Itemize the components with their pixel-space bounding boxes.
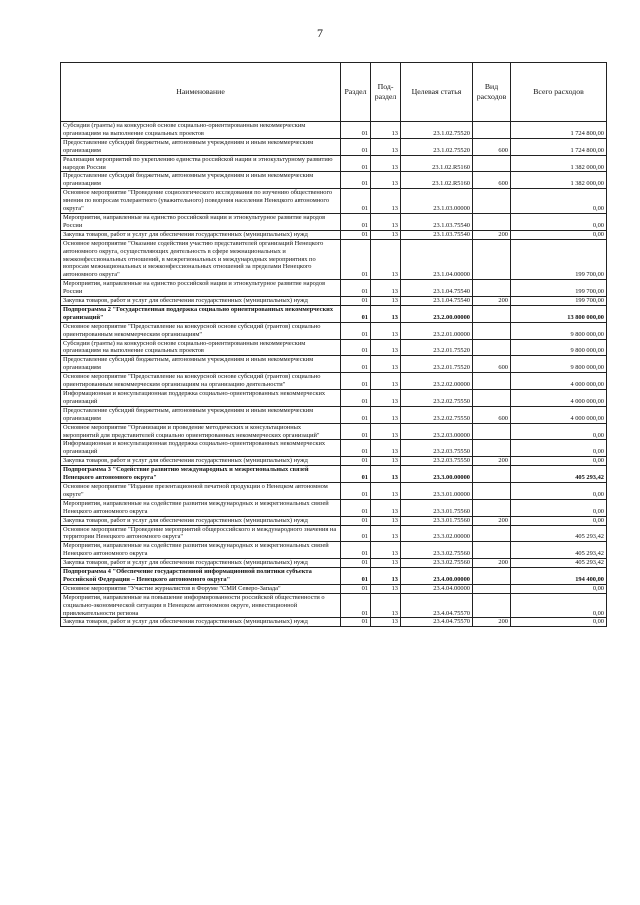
cell-name: Основное мероприятие "Организация и проведение методических и консультационных мероприятий для представителей социально ориентированных некоммерческих организаций" bbox=[61, 423, 341, 440]
cell-vid: 600 bbox=[473, 172, 511, 189]
cell-sum: 405 293,42 bbox=[511, 466, 607, 483]
cell-vid bbox=[473, 499, 511, 516]
table-row bbox=[61, 122, 607, 139]
table-row bbox=[61, 593, 607, 618]
cell-razdel: 01 bbox=[341, 584, 371, 593]
cell-sum: 9 800 000,00 bbox=[511, 322, 607, 339]
cell-name: Мероприятия, направленные на содействие развития международных и межрегиональных связей Ненецкого автономного округа bbox=[61, 499, 341, 516]
table-row bbox=[61, 339, 607, 356]
cell-celevaya: 23.4.04.75570 bbox=[401, 593, 473, 618]
table-row bbox=[61, 373, 607, 390]
cell-name: Основное мероприятие "Предоставление на конкурсной основе субсидий (грантов) социально ориентированным некоммерческим организациям на организацию деятельности" bbox=[61, 373, 341, 390]
cell-sum: 4 000 000,00 bbox=[511, 406, 607, 423]
cell-sum: 199 700,00 bbox=[511, 239, 607, 280]
cell-podrazdel: 13 bbox=[371, 390, 401, 407]
table-row bbox=[61, 239, 607, 280]
table-header-row bbox=[61, 63, 607, 122]
cell-vid bbox=[473, 482, 511, 499]
cell-razdel: 01 bbox=[341, 189, 371, 214]
cell-name: Реализация мероприятий по укреплению единства российской нации и этнокультурному развитию народов России bbox=[61, 155, 341, 172]
cell-name: Предоставление субсидий бюджетным, автономным учреждениям и иным некоммерческим организациям bbox=[61, 172, 341, 189]
cell-celevaya: 23.4.04.75570 bbox=[401, 618, 473, 627]
table-row bbox=[61, 457, 607, 466]
cell-name: Информационная и консультационная поддержка социально-ориентированных некоммерческих организаций bbox=[61, 390, 341, 407]
cell-vid bbox=[473, 584, 511, 593]
cell-vid bbox=[473, 322, 511, 339]
cell-sum: 9 800 000,00 bbox=[511, 339, 607, 356]
cell-sum: 0,00 bbox=[511, 457, 607, 466]
table-row bbox=[61, 584, 607, 593]
cell-sum: 194 400,00 bbox=[511, 568, 607, 585]
cell-podrazdel: 13 bbox=[371, 322, 401, 339]
cell-podrazdel: 13 bbox=[371, 440, 401, 457]
cell-podrazdel: 13 bbox=[371, 525, 401, 542]
cell-vid: 200 bbox=[473, 457, 511, 466]
cell-razdel: 01 bbox=[341, 239, 371, 280]
table-row bbox=[61, 499, 607, 516]
column-header-name: Наименование bbox=[61, 63, 341, 122]
cell-podrazdel: 13 bbox=[371, 305, 401, 322]
cell-name: Предоставление субсидий бюджетным, автономным учреждениям и иным некоммерческим организациям bbox=[61, 356, 341, 373]
cell-name: Мероприятия, направленные на единство российской нации и этнокультурное развитие народов России bbox=[61, 280, 341, 297]
cell-vid bbox=[473, 466, 511, 483]
column-header-celevaya: Целевая статья bbox=[401, 63, 473, 122]
table-row bbox=[61, 138, 607, 155]
cell-razdel: 01 bbox=[341, 482, 371, 499]
cell-razdel: 01 bbox=[341, 213, 371, 230]
cell-celevaya: 23.1.03.00000 bbox=[401, 189, 473, 214]
cell-razdel: 01 bbox=[341, 618, 371, 627]
cell-celevaya: 23.1.03.75540 bbox=[401, 230, 473, 239]
cell-sum: 0,00 bbox=[511, 230, 607, 239]
table-row bbox=[61, 542, 607, 559]
table-row bbox=[61, 390, 607, 407]
cell-name: Основное мероприятие "Предоставление на конкурсной основе субсидий (грантов) социально ориентированным некоммерческим организациям" bbox=[61, 322, 341, 339]
cell-podrazdel: 13 bbox=[371, 155, 401, 172]
cell-razdel: 01 bbox=[341, 516, 371, 525]
cell-razdel: 01 bbox=[341, 172, 371, 189]
cell-razdel: 01 bbox=[341, 297, 371, 306]
cell-celevaya: 23.1.02.R5160 bbox=[401, 155, 473, 172]
cell-celevaya: 23.4.04.00000 bbox=[401, 584, 473, 593]
table-row bbox=[61, 618, 607, 627]
cell-razdel: 01 bbox=[341, 466, 371, 483]
table-row bbox=[61, 213, 607, 230]
cell-celevaya: 23.3.00.00000 bbox=[401, 466, 473, 483]
cell-name: Закупка товаров, работ и услуг для обеспечения государственных (муниципальных) нужд bbox=[61, 618, 341, 627]
cell-vid bbox=[473, 122, 511, 139]
cell-razdel: 01 bbox=[341, 230, 371, 239]
cell-celevaya: 23.1.02.75520 bbox=[401, 122, 473, 139]
table-row bbox=[61, 516, 607, 525]
cell-name: Закупка товаров, работ и услуг для обеспечения государственных (муниципальных) нужд bbox=[61, 457, 341, 466]
cell-name: Субсидии (гранты) на конкурсной основе социально-ориентированным некоммерческим организациям на выполнение социальных проектов bbox=[61, 122, 341, 139]
cell-vid: 600 bbox=[473, 356, 511, 373]
cell-vid: 600 bbox=[473, 138, 511, 155]
cell-celevaya: 23.3.01.75560 bbox=[401, 499, 473, 516]
cell-name: Закупка товаров, работ и услуг для обеспечения государственных (муниципальных) нужд bbox=[61, 230, 341, 239]
table-row bbox=[61, 189, 607, 214]
cell-name: Основное мероприятие "Издание презентационной печатной продукции о Ненецком автономном округе" bbox=[61, 482, 341, 499]
cell-sum: 0,00 bbox=[511, 516, 607, 525]
cell-vid bbox=[473, 373, 511, 390]
cell-sum: 0,00 bbox=[511, 189, 607, 214]
cell-celevaya: 23.1.03.75540 bbox=[401, 213, 473, 230]
cell-name: Мероприятия, направленные на содействие развития международных и межрегиональных связей Ненецкого автономного округа bbox=[61, 542, 341, 559]
cell-podrazdel: 13 bbox=[371, 568, 401, 585]
cell-name: Основное мероприятие "Оказание содействия участию представителей организаций Ненецкого автономного округа, осуществляющих деятельность в сфере межнациональных и межконфессиональных отношений, в межрегиональных и международных мероприятиях по вопросам межнациональных и межконфессиональных отношений за пределами Ненецкого автономного округа" bbox=[61, 239, 341, 280]
cell-name: Закупка товаров, работ и услуг для обеспечения государственных (муниципальных) нужд bbox=[61, 559, 341, 568]
cell-celevaya: 23.3.02.00000 bbox=[401, 525, 473, 542]
cell-vid bbox=[473, 423, 511, 440]
cell-sum: 4 000 000,00 bbox=[511, 373, 607, 390]
cell-celevaya: 23.1.04.75540 bbox=[401, 297, 473, 306]
cell-razdel: 01 bbox=[341, 568, 371, 585]
cell-celevaya: 23.3.02.75560 bbox=[401, 542, 473, 559]
cell-sum: 1 724 800,00 bbox=[511, 122, 607, 139]
cell-podrazdel: 13 bbox=[371, 618, 401, 627]
cell-razdel: 01 bbox=[341, 373, 371, 390]
budget-table bbox=[60, 62, 607, 627]
cell-podrazdel: 13 bbox=[371, 230, 401, 239]
cell-sum: 0,00 bbox=[511, 440, 607, 457]
cell-podrazdel: 13 bbox=[371, 122, 401, 139]
cell-vid bbox=[473, 525, 511, 542]
cell-razdel: 01 bbox=[341, 440, 371, 457]
cell-celevaya: 23.2.03.75550 bbox=[401, 440, 473, 457]
cell-podrazdel: 13 bbox=[371, 559, 401, 568]
cell-celevaya: 23.2.01.75520 bbox=[401, 356, 473, 373]
cell-podrazdel: 13 bbox=[371, 457, 401, 466]
cell-razdel: 01 bbox=[341, 138, 371, 155]
cell-name: Подпрограмма 2 "Государственная поддержка социально ориентированных некоммерческих организаций" bbox=[61, 305, 341, 322]
table-row bbox=[61, 155, 607, 172]
cell-sum: 9 800 000,00 bbox=[511, 356, 607, 373]
cell-name: Мероприятия, направленные на повышение информированности российской общественности о социально-экономической ситуации в Ненецком автономном округе, инвестиционной привлекательности региона bbox=[61, 593, 341, 618]
cell-vid bbox=[473, 189, 511, 214]
cell-sum: 199 700,00 bbox=[511, 297, 607, 306]
table-row bbox=[61, 280, 607, 297]
table-row bbox=[61, 230, 607, 239]
cell-vid bbox=[473, 339, 511, 356]
cell-sum: 405 293,42 bbox=[511, 525, 607, 542]
cell-name: Основное мероприятие "Участие журналистов в Форуме "СМИ Северо-Запада" bbox=[61, 584, 341, 593]
cell-razdel: 01 bbox=[341, 122, 371, 139]
cell-vid bbox=[473, 280, 511, 297]
cell-sum: 0,00 bbox=[511, 499, 607, 516]
cell-sum: 0,00 bbox=[511, 423, 607, 440]
cell-celevaya: 23.2.02.75550 bbox=[401, 406, 473, 423]
cell-podrazdel: 13 bbox=[371, 189, 401, 214]
cell-sum: 1 724 800,00 bbox=[511, 138, 607, 155]
table-body bbox=[61, 122, 607, 627]
cell-sum: 4 000 000,00 bbox=[511, 390, 607, 407]
cell-celevaya: 23.1.04.00000 bbox=[401, 239, 473, 280]
cell-podrazdel: 13 bbox=[371, 499, 401, 516]
cell-vid: 200 bbox=[473, 230, 511, 239]
cell-podrazdel: 13 bbox=[371, 213, 401, 230]
cell-name: Подпрограмма 3 "Содействие развитию международных и межрегиональных связей Ненецкого автономного округа" bbox=[61, 466, 341, 483]
cell-vid bbox=[473, 568, 511, 585]
table-row bbox=[61, 423, 607, 440]
cell-podrazdel: 13 bbox=[371, 542, 401, 559]
cell-razdel: 01 bbox=[341, 559, 371, 568]
table-row bbox=[61, 322, 607, 339]
column-header-sum: Всего расходов bbox=[511, 63, 607, 122]
cell-razdel: 01 bbox=[341, 423, 371, 440]
cell-celevaya: 23.1.04.75540 bbox=[401, 280, 473, 297]
cell-vid bbox=[473, 239, 511, 280]
cell-name: Информационная и консультационная поддержка социально-ориентированных некоммерческих организаций bbox=[61, 440, 341, 457]
cell-podrazdel: 13 bbox=[371, 482, 401, 499]
cell-razdel: 01 bbox=[341, 406, 371, 423]
cell-sum: 405 293,42 bbox=[511, 542, 607, 559]
cell-vid bbox=[473, 390, 511, 407]
cell-sum: 0,00 bbox=[511, 593, 607, 618]
cell-razdel: 01 bbox=[341, 280, 371, 297]
cell-vid: 200 bbox=[473, 516, 511, 525]
cell-celevaya: 23.4.00.00000 bbox=[401, 568, 473, 585]
table-row bbox=[61, 356, 607, 373]
cell-razdel: 01 bbox=[341, 542, 371, 559]
table-row bbox=[61, 559, 607, 568]
cell-podrazdel: 13 bbox=[371, 466, 401, 483]
table-row bbox=[61, 172, 607, 189]
cell-podrazdel: 13 bbox=[371, 373, 401, 390]
cell-name: Мероприятия, направленные на единство российской нации и этнокультурное развитие народов России bbox=[61, 213, 341, 230]
column-header-podrazdel: Под-раздел bbox=[371, 63, 401, 122]
cell-vid bbox=[473, 542, 511, 559]
table-row bbox=[61, 297, 607, 306]
cell-razdel: 01 bbox=[341, 356, 371, 373]
cell-celevaya: 23.1.02.75520 bbox=[401, 138, 473, 155]
cell-vid bbox=[473, 213, 511, 230]
column-header-vid: Вид расходов bbox=[473, 63, 511, 122]
cell-razdel: 01 bbox=[341, 457, 371, 466]
cell-vid: 200 bbox=[473, 618, 511, 627]
page-number: 7 bbox=[317, 26, 323, 40]
table-row bbox=[61, 305, 607, 322]
cell-celevaya: 23.2.01.75520 bbox=[401, 339, 473, 356]
table-row bbox=[61, 406, 607, 423]
cell-name: Закупка товаров, работ и услуг для обеспечения государственных (муниципальных) нужд bbox=[61, 297, 341, 306]
cell-name: Основное мероприятие "Проведение мероприятий общероссийского и международного значения на территории Ненецкого автономного округа" bbox=[61, 525, 341, 542]
cell-vid bbox=[473, 440, 511, 457]
table-row bbox=[61, 466, 607, 483]
cell-celevaya: 23.2.03.75550 bbox=[401, 457, 473, 466]
cell-name: Предоставление субсидий бюджетным, автономным учреждениям и иным некоммерческим организациям bbox=[61, 138, 341, 155]
cell-sum: 199 700,00 bbox=[511, 280, 607, 297]
cell-celevaya: 23.1.02.R5160 bbox=[401, 172, 473, 189]
cell-podrazdel: 13 bbox=[371, 593, 401, 618]
cell-sum: 1 382 000,00 bbox=[511, 172, 607, 189]
cell-vid: 200 bbox=[473, 297, 511, 306]
cell-podrazdel: 13 bbox=[371, 406, 401, 423]
cell-razdel: 01 bbox=[341, 390, 371, 407]
cell-vid bbox=[473, 155, 511, 172]
cell-celevaya: 23.3.01.00000 bbox=[401, 482, 473, 499]
cell-razdel: 01 bbox=[341, 322, 371, 339]
cell-podrazdel: 13 bbox=[371, 172, 401, 189]
cell-podrazdel: 13 bbox=[371, 239, 401, 280]
cell-sum: 405 293,42 bbox=[511, 559, 607, 568]
cell-podrazdel: 13 bbox=[371, 356, 401, 373]
cell-sum: 0,00 bbox=[511, 482, 607, 499]
cell-vid: 200 bbox=[473, 559, 511, 568]
cell-name: Субсидии (гранты) на конкурсной основе социально-ориентированным некоммерческим организациям на выполнение социальных проектов bbox=[61, 339, 341, 356]
table-row bbox=[61, 568, 607, 585]
cell-celevaya: 23.2.01.00000 bbox=[401, 322, 473, 339]
cell-vid bbox=[473, 593, 511, 618]
cell-name: Основное мероприятие "Проведение социологического исследования по изучению общественного мнения по вопросам толерантного (уважительного) поведения населения Ненецкого автономного округа" bbox=[61, 189, 341, 214]
cell-razdel: 01 bbox=[341, 305, 371, 322]
cell-sum: 1 382 000,00 bbox=[511, 155, 607, 172]
cell-name: Подпрограмма 4 "Обеспечение государственной информационной политики субъекта Российской Федерации – Ненецкого автономного округа" bbox=[61, 568, 341, 585]
cell-razdel: 01 bbox=[341, 339, 371, 356]
cell-podrazdel: 13 bbox=[371, 423, 401, 440]
cell-razdel: 01 bbox=[341, 525, 371, 542]
column-header-razdel: Раздел bbox=[341, 63, 371, 122]
table-row bbox=[61, 482, 607, 499]
cell-podrazdel: 13 bbox=[371, 516, 401, 525]
cell-razdel: 01 bbox=[341, 155, 371, 172]
cell-razdel: 01 bbox=[341, 499, 371, 516]
cell-vid bbox=[473, 305, 511, 322]
cell-podrazdel: 13 bbox=[371, 584, 401, 593]
cell-sum: 0,00 bbox=[511, 584, 607, 593]
cell-celevaya: 23.2.03.00000 bbox=[401, 423, 473, 440]
cell-celevaya: 23.2.02.00000 bbox=[401, 373, 473, 390]
cell-sum: 13 800 000,00 bbox=[511, 305, 607, 322]
cell-celevaya: 23.3.02.75560 bbox=[401, 559, 473, 568]
cell-name: Предоставление субсидий бюджетным, автономным учреждениям и иным некоммерческим организациям bbox=[61, 406, 341, 423]
cell-sum: 0,00 bbox=[511, 213, 607, 230]
cell-name: Закупка товаров, работ и услуг для обеспечения государственных (муниципальных) нужд bbox=[61, 516, 341, 525]
cell-sum: 0,00 bbox=[511, 618, 607, 627]
cell-podrazdel: 13 bbox=[371, 138, 401, 155]
cell-celevaya: 23.2.00.00000 bbox=[401, 305, 473, 322]
table-row bbox=[61, 525, 607, 542]
cell-celevaya: 23.2.02.75550 bbox=[401, 390, 473, 407]
cell-podrazdel: 13 bbox=[371, 280, 401, 297]
cell-podrazdel: 13 bbox=[371, 339, 401, 356]
cell-podrazdel: 13 bbox=[371, 297, 401, 306]
table-row bbox=[61, 440, 607, 457]
cell-razdel: 01 bbox=[341, 593, 371, 618]
cell-celevaya: 23.3.01.75560 bbox=[401, 516, 473, 525]
cell-vid: 600 bbox=[473, 406, 511, 423]
